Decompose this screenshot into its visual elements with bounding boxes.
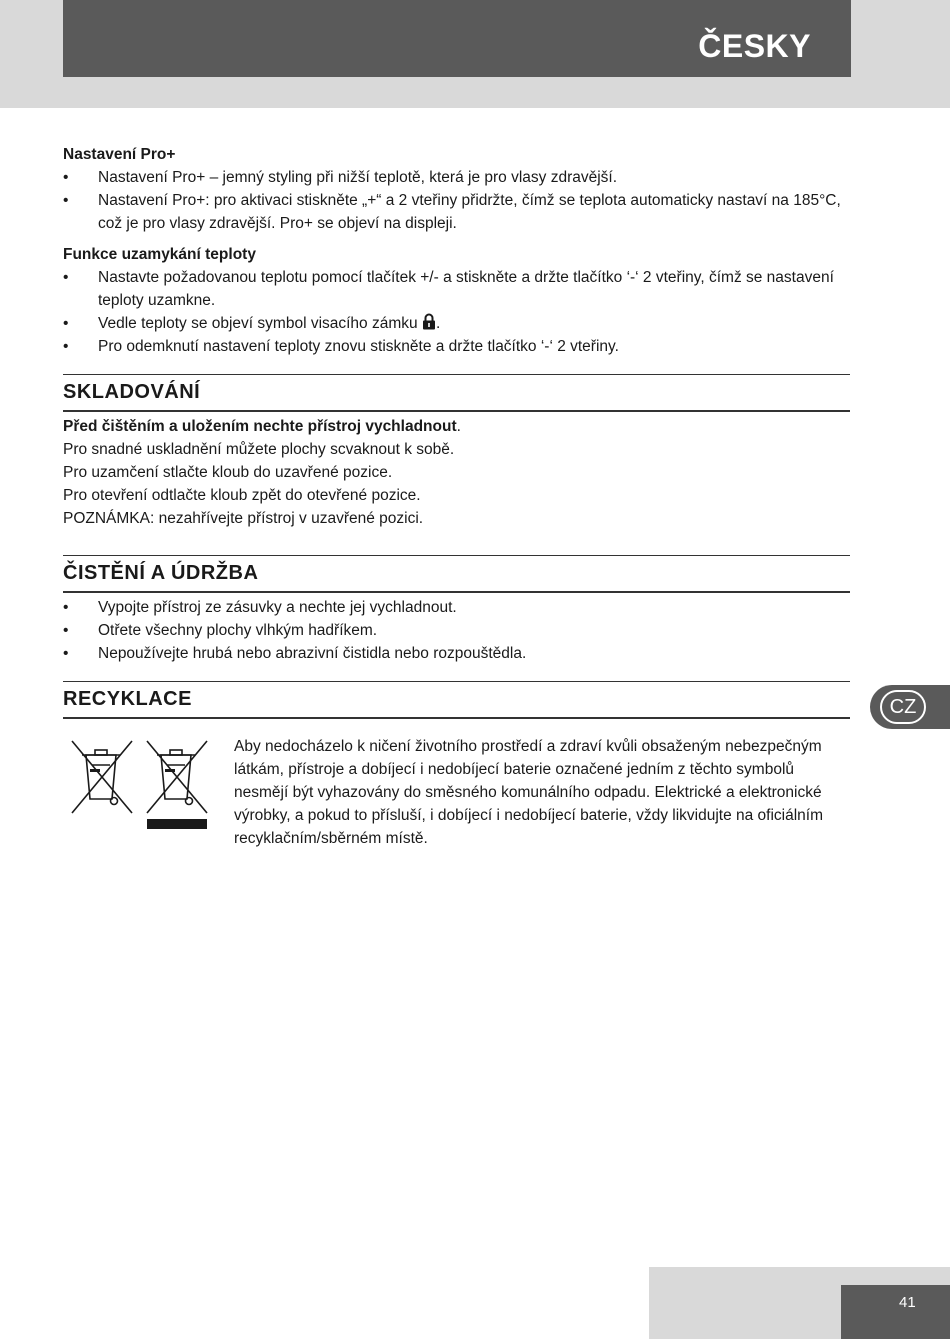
text-line: Pro uzamčení stlačte kloub do uzavřené pozice. xyxy=(63,464,393,481)
list-item: • Nastavení Pro+ – jemný styling při nižší teplotě, která je pro vlasy zdravější. xyxy=(63,166,850,189)
header-bar xyxy=(63,0,851,77)
list-item: • Otřete všechny plochy vlhkým hadříkem. xyxy=(63,619,850,642)
temp-lock-heading: Funkce uzamykání teploty xyxy=(63,246,256,263)
cleaning-list xyxy=(63,596,850,665)
language-tab xyxy=(870,685,950,729)
storage-title: SKLADOVÁNÍ xyxy=(63,381,201,403)
list-item: • Pro odemknutí nastavení teploty znovu stiskněte a držte tlačítko ‘-‘ 2 vteřiny. xyxy=(63,335,850,358)
storage-warning-end: . xyxy=(456,418,461,435)
list-item: • Nastavte požadovanou teplotu pomocí tlačítek +/- a stiskněte a držte tlačítko ‘-‘ 2 vteřiny, čímž se nastavení teploty uzamkne. xyxy=(63,266,850,312)
page-number: 41 xyxy=(899,1294,916,1311)
list-item-text-end: . xyxy=(435,315,441,332)
text-line: Pro snadné uskladnění můžete plochy scvaknout k sobě. xyxy=(63,441,455,458)
page-content xyxy=(63,143,850,850)
storage-section-header xyxy=(63,374,850,412)
recycling-row xyxy=(63,735,850,850)
cleaning-section-header xyxy=(63,555,850,593)
list-item: • Nastavení Pro+: pro aktivaci stiskněte „+“ a 2 vteřiny přidržte, čímž se teplota automaticky nastaví na 185°C, což je pro vlasy zdravější. Pro+ se objeví na displeji. xyxy=(63,189,850,235)
crossed-out-wheelie-bin-with-bar-icon xyxy=(143,739,211,831)
recycling-symbols xyxy=(63,735,234,850)
page-number-box xyxy=(841,1285,950,1339)
page-language-title: ČESKY xyxy=(698,28,811,64)
recycling-title: RECYKLACE xyxy=(63,688,192,710)
crossed-out-wheelie-bin-icon xyxy=(68,739,136,831)
list-item: • Nepoužívejte hrubá nebo abrazivní čistidla nebo rozpouštědla. xyxy=(63,642,850,665)
storage-warning xyxy=(63,415,850,438)
text-line: Pro otevření odtlačte kloub zpět do otevřené pozice. xyxy=(63,487,421,504)
temp-lock-list xyxy=(63,266,850,358)
language-code-badge: CZ xyxy=(880,690,926,724)
list-item: • Vypojte přístroj ze zásuvky a nechte jej vychladnout. xyxy=(63,596,850,619)
storage-warning-bold: Před čištěním a uložením nechte přístroj vychladnout xyxy=(63,418,457,435)
cleaning-title: ČISTĚNÍ A ÚDRŽBA xyxy=(63,562,259,584)
storage-body xyxy=(63,415,850,530)
list-item-text: Vedle teploty se objeví symbol visacího zámku xyxy=(98,315,418,332)
list-item xyxy=(63,312,850,335)
recycling-text: Aby nedocházelo k ničení životního prostředí a zdraví kvůli obsaženým nebezpečným látkám, přístroje a dobíjecí i nedobíjecí baterie označené jedním z těchto symbolů nesmějí být vyhazovány do směsného komunálního odpadu. Elektrické a elektronické výrobky, a pokud to přísluší, i dobíjecí i nedobíjecí baterie, vždy likvidujte na oficiálním recyklačním/sběrném místě. xyxy=(234,738,824,847)
text-line: POZNÁMKA: nezahřívejte přístroj v uzavřené pozici. xyxy=(63,510,424,527)
pro-plus-heading: Nastavení Pro+ xyxy=(63,146,176,163)
padlock-icon xyxy=(422,313,436,330)
recycling-section-header xyxy=(63,681,850,719)
pro-plus-list xyxy=(63,166,850,235)
